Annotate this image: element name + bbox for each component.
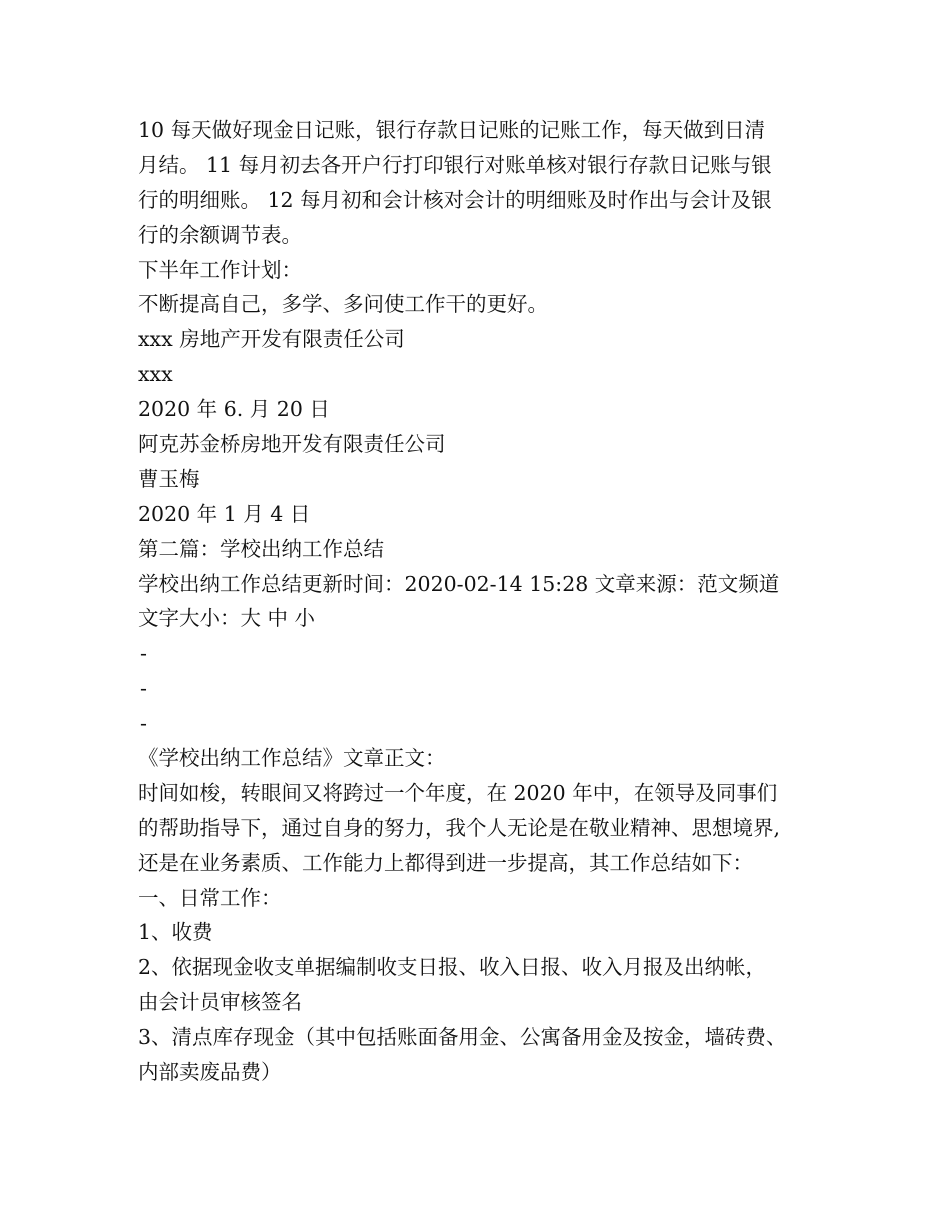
article-body-heading: 《学校出纳工作总结》文章正文： (138, 746, 446, 771)
date-line: 2020 年 1 月 4 日 (138, 501, 311, 526)
dash-line: - (140, 641, 147, 666)
font-size-options: 文字大小：大 中 小 (138, 606, 316, 631)
author-name: xxx (138, 362, 173, 387)
article-meta: 学校出纳工作总结更新时间：2020-02-14 15:28 文章来源：范文频道 (138, 571, 780, 596)
company-name: 阿克苏金桥房地开发有限责任公司 (138, 432, 446, 457)
body-line: 内部卖废品费） (138, 1060, 282, 1085)
list-item: 1、收费 (138, 920, 213, 945)
list-item: 2、依据现金收支单据编制收支日报、收入日报、收入月报及出纳帐， (138, 955, 767, 980)
body-line: 的帮助指导下，通过自身的努力，我个人无论是在敬业精神、思想境界, (138, 815, 781, 840)
company-name: xxx 房地产开发有限责任公司 (138, 327, 405, 352)
document-body (138, 113, 838, 1090)
body-line: 时间如梭，转眼间又将跨过一个年度，在 2020 年中，在领导及同事们 (138, 780, 778, 805)
date-line: 2020 年 6. 月 20 日 (138, 397, 330, 422)
list-item: 3、清点库存现金（其中包括账面备用金、公寓备用金及按金，墙砖费、 (138, 1025, 787, 1050)
section-heading: 一、日常工作： (138, 885, 282, 910)
body-line: 由会计员审核签名 (138, 990, 302, 1015)
article-title: 第二篇：学校出纳工作总结 (138, 536, 384, 561)
author-name: 曹玉梅 (138, 466, 200, 491)
body-line: 行的余额调节表。 (138, 222, 302, 247)
body-line: 月结。 11 每月初去各开户行打印银行对账单核对银行存款日记账与银 (138, 152, 772, 177)
body-line: 10 每天做好现金日记账，银行存款日记账的记账工作，每天做到日清 (138, 118, 766, 142)
body-line: 还是在业务素质、工作能力上都得到进一步提高，其工作总结如下： (138, 850, 753, 875)
dash-line: - (140, 711, 147, 736)
section-heading: 下半年工作计划： (138, 257, 302, 282)
body-line: 行的明细账。 12 每月初和会计核对会计的明细账及时作出与会计及银 (138, 187, 772, 212)
body-line: 不断提高自己，多学、多问使工作干的更好。 (138, 292, 548, 317)
dash-line: - (140, 676, 147, 701)
